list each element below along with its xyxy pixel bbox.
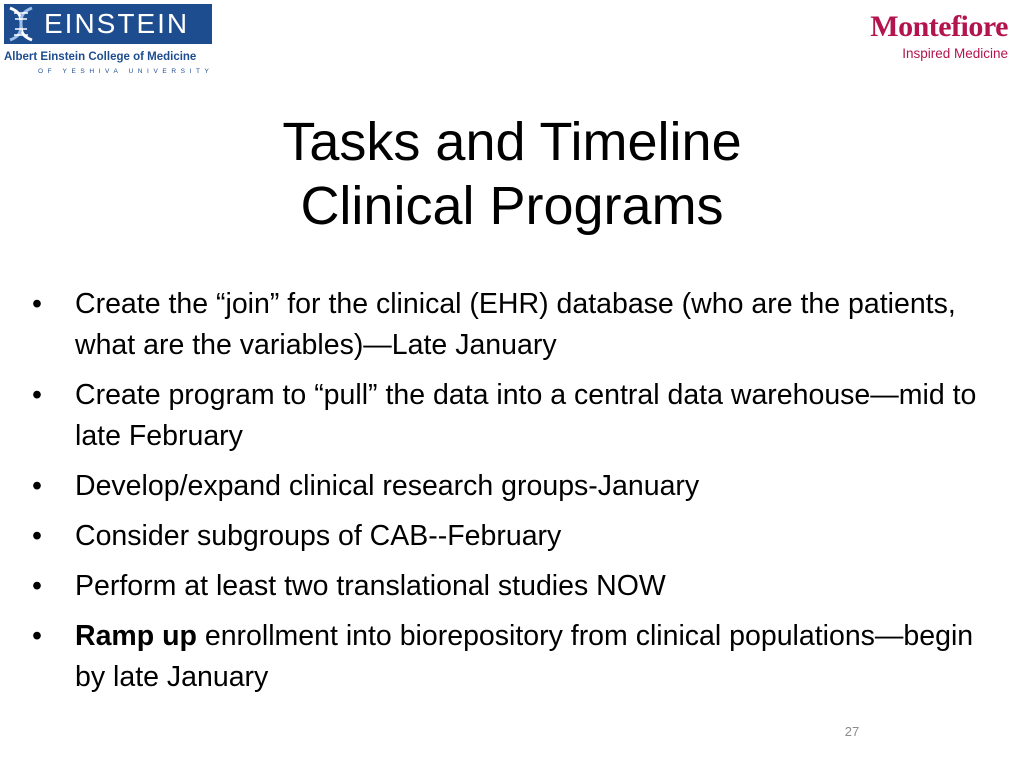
bullet-marker: • [32, 379, 42, 411]
einstein-logo-banner [4, 4, 212, 44]
bullet-item [30, 616, 980, 698]
bullet-text: Create the “join” for the clinical (EHR) database (who are the patients, what are the variables)—Late January [75, 288, 956, 361]
bullet-marker: • [32, 288, 42, 320]
dna-helix-icon [6, 6, 36, 42]
bullet-text: enrollment into biorepository from clinical populations—begin by late January [75, 620, 974, 693]
montefiore-logo [838, 10, 1008, 66]
einstein-logo [4, 4, 214, 76]
slide-title-line-1: Tasks and Timeline [282, 112, 742, 172]
bullet-list [30, 284, 980, 707]
bullet-marker: • [32, 620, 42, 652]
bullet-item [30, 375, 980, 457]
montefiore-logo-tagline: Inspired Medicine [902, 46, 1008, 61]
bullet-marker: • [32, 570, 42, 602]
bullet-marker: • [32, 520, 42, 552]
bullet-text: Create program to “pull” the data into a central data warehouse—mid to late February [75, 379, 977, 452]
slide-title-line-2: Clinical Programs [300, 176, 724, 236]
bullet-text: Perform at least two translational studies NOW [75, 570, 666, 602]
page-number: 27 [844, 724, 860, 739]
bullet-marker: • [32, 470, 42, 502]
einstein-logo-subtitle: Albert Einstein College of Medicine [4, 51, 197, 63]
bullet-text-bold: Ramp up [75, 620, 197, 652]
bullet-item [30, 466, 980, 507]
bullet-text: Consider subgroups of CAB--February [75, 520, 562, 552]
einstein-logo-subtitle-2: OF YESHIVA UNIVERSITY [38, 68, 214, 75]
bullet-item [30, 516, 980, 557]
montefiore-logo-wordmark: Montefiore [870, 10, 1008, 43]
slide-title [0, 110, 1024, 238]
bullet-item [30, 284, 980, 366]
bullet-item [30, 566, 980, 607]
bullet-text: Develop/expand clinical research groups-January [75, 470, 700, 502]
einstein-logo-wordmark: EINSTEIN [44, 8, 190, 39]
